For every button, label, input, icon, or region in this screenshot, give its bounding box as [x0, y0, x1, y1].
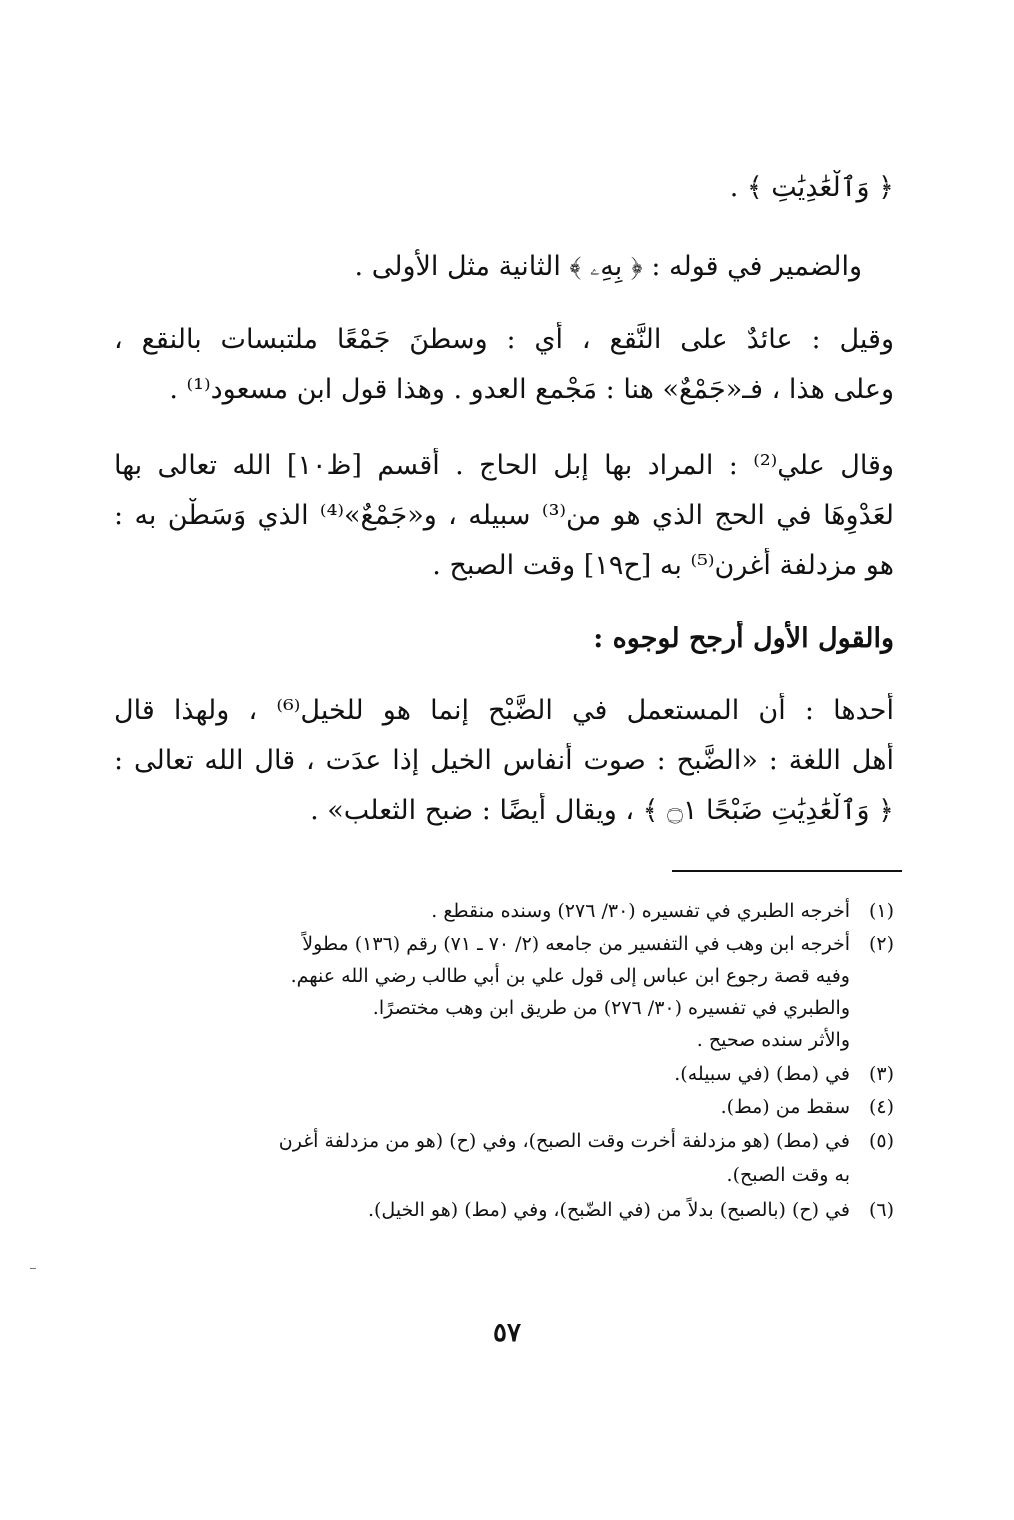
footnote-2-continuation: وفيه قصة رجوع ابن عباس إلى قول علي بن أبي طالب رضي الله عنهم.: [290, 965, 850, 987]
footnote-1: [114, 897, 894, 925]
verse-line: ﴿ وَٱلْعَٰدِيَٰتِ ﴾ .: [729, 172, 894, 203]
footnote-text: في (مط) (هو مزدلفة أخرت وقت الصبح)، وفي (ح) (هو من مزدلفة أغرن: [278, 1130, 850, 1152]
footnote-text: أخرجه الطبري في تفسيره (٣٠/ ٢٧٦) وسنده منقطع .: [431, 900, 850, 922]
text-line: لعَدْوِهَا في الحج الذي هو من⁽³⁾ سبيله ، و«جَمْعٌ»⁽⁴⁾ الذي وَسَطْن به :: [114, 500, 894, 531]
footnote-number: (١): [868, 900, 894, 922]
footnote-6: [114, 1196, 894, 1224]
footnote-text: في (ح) (بالصبح) بدلاً من (في الضّبح)، وفي (مط) (هو الخيل).: [367, 1199, 850, 1221]
footnote-text: أخرجه ابن وهب في التفسير من جامعه (٢/ ٧٠ ـ ٧١) رقم (١٣٦) مطولاً: [302, 933, 850, 955]
footnote-text: سقط من (مط).: [720, 1096, 850, 1118]
footnote-4: [114, 1093, 894, 1121]
footnote-text: في (مط) (في سبيله).: [674, 1063, 850, 1085]
text-line: ﴿ وَٱلْعَٰدِيَٰتِ ضَبْحًا ۝١ ﴾ ، ويقال أيضًا : ضبح الثعلب» .: [310, 795, 894, 826]
footnote-number: (٣): [868, 1063, 894, 1085]
footnote-number: (٦): [868, 1199, 894, 1221]
footnote-2-continuation: والطبري في تفسيره (٣٠/ ٢٧٦) من طريق ابن وهب مختصرًا.: [372, 997, 850, 1019]
text-line: أحدها : أن المستعمل في الضَّبْح إنما هو للخيل⁽⁶⁾ ، ولهذا قال: [114, 695, 894, 726]
text-line: هو مزدلفة أغرن⁽⁵⁾ به [ح١٩] وقت الصبح .: [432, 550, 894, 581]
footnote-3: [114, 1060, 894, 1088]
footnote-5: [114, 1127, 894, 1155]
footnote-2: [114, 930, 894, 958]
scan-mark: [30, 1268, 36, 1269]
section-heading: والقول الأول أرجح لوجوه :: [593, 623, 894, 654]
footnote-number: (٥): [868, 1130, 894, 1152]
text-line: وقيل : عائدٌ على النَّقع ، أي : وسطنَ جَمْعًا ملتبسات بالنقع ،: [114, 324, 894, 355]
footnote-number: (٢): [868, 933, 894, 955]
text-line: والضمير في قوله : ﴿ بِهِۦ ﴾ الثانية مثل الأولى .: [354, 251, 862, 282]
page-number: ٥٧: [493, 1318, 521, 1348]
footnote-number: (٤): [868, 1096, 894, 1118]
text-line: أهل اللغة : «الضَّبح : صوت أنفاس الخيل إذا عدَت ، قال الله تعالى :: [114, 745, 894, 776]
footnote-2-continuation: والأثر سنده صحيح .: [696, 1029, 850, 1051]
text-line: وعلى هذا ، فـ«جَمْعٌ» هنا : مَجْمع العدو . وهذا قول ابن مسعود⁽¹⁾ .: [169, 374, 894, 405]
text-line: وقال علي⁽²⁾ : المراد بها إبل الحاج . أقسم [ظ١٠] الله تعالى بها: [114, 450, 894, 481]
footnote-5-continuation: به وقت الصبح).: [726, 1164, 850, 1186]
footnote-separator: [672, 870, 902, 872]
